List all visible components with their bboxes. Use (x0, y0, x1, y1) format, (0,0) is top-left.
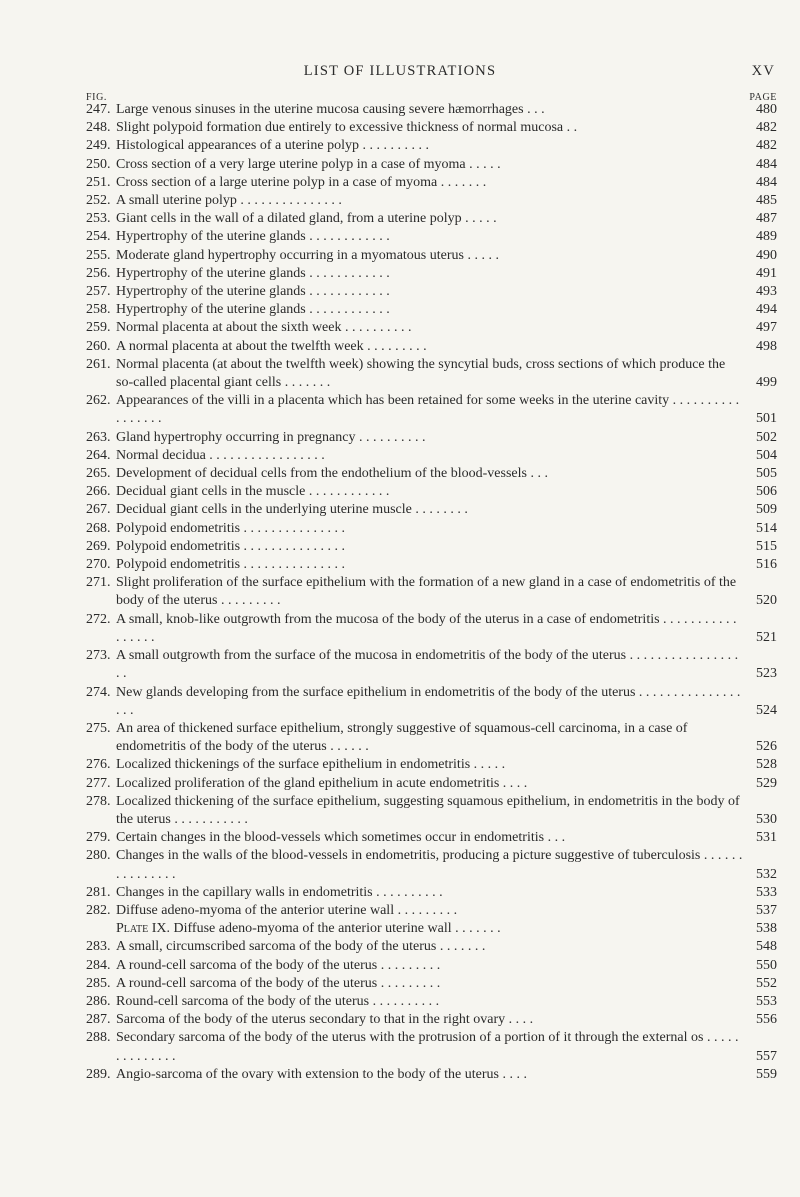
figure-caption: A small outgrowth from the surface of the mucosa in endometritis of the body of the uterus . . . . . . . . . . . . . . . . . . (116, 648, 739, 682)
list-item (86, 793, 777, 829)
figure-number: 267. (86, 502, 111, 518)
page-number: 533 (756, 884, 777, 900)
page-number: 538 (756, 921, 777, 937)
figure-number: 262. (86, 393, 111, 409)
page-number: 502 (756, 429, 777, 445)
page-number: 484 (756, 174, 777, 190)
plate-caption: IX. Diffuse adeno-myoma of the anterior uterine wall . . . . . . . (151, 921, 501, 937)
figure-number: 271. (86, 575, 111, 591)
page-number: 487 (756, 211, 777, 227)
list-item (86, 119, 777, 137)
page-number: 499 (756, 375, 777, 391)
page-number: 537 (756, 902, 777, 918)
figure-caption: Decidual giant cells in the underlying uterine muscle . . . . . . . . (116, 502, 468, 518)
page-number: 530 (756, 811, 777, 827)
figure-caption: Hypertrophy of the uterine glands . . . . . . . . . . . . (116, 284, 390, 300)
page-number: 504 (756, 447, 777, 463)
page-number: 532 (756, 866, 777, 882)
figure-number: 260. (86, 338, 111, 354)
figure-caption: Appearances of the villi in a placenta which has been retained for some weeks in the uterine cavity . . . . . . . . . . . . . . . . . (116, 393, 740, 427)
list-item (86, 556, 777, 574)
list-item (86, 192, 777, 210)
figure-caption: Hypertrophy of the uterine glands . . . . . . . . . . . . (116, 302, 390, 318)
page-number: 497 (756, 320, 777, 336)
page-number: 552 (756, 975, 777, 991)
figure-number: 250. (86, 156, 111, 172)
figure-number: 286. (86, 993, 111, 1009)
figure-caption: Cross section of a large uterine polyp in a case of myoma . . . . . . . (116, 174, 487, 190)
figure-number: 248. (86, 120, 111, 136)
figure-number: 270. (86, 557, 111, 573)
list-item (86, 1066, 777, 1084)
figure-number: 258. (86, 302, 111, 318)
illustration-list (86, 101, 777, 1084)
figure-number: 284. (86, 957, 111, 973)
page-number: 550 (756, 957, 777, 973)
list-item (86, 1011, 777, 1029)
figure-caption: Large venous sinuses in the uterine mucosa causing severe hæmorrhages . . . (116, 102, 545, 117)
figure-number: 279. (86, 830, 111, 846)
figure-caption (116, 920, 743, 938)
page-number: 553 (756, 993, 777, 1009)
page-number: 482 (756, 138, 777, 154)
running-header (0, 63, 800, 83)
figure-number: 259. (86, 320, 111, 336)
figure-caption: Polypoid endometritis . . . . . . . . . . . . . . . (116, 520, 346, 536)
figure-caption: A normal placenta at about the twelfth week . . . . . . . . . (116, 338, 427, 354)
list-item (86, 283, 777, 301)
list-item (86, 228, 777, 246)
page-number: 548 (756, 939, 777, 955)
list-item (86, 501, 777, 519)
figure-number: 282. (86, 902, 111, 918)
figure-caption: Round-cell sarcoma of the body of the uterus . . . . . . . . . . (116, 993, 440, 1009)
list-item (86, 174, 777, 192)
figure-number: 261. (86, 356, 111, 372)
figure-number: 288. (86, 1030, 111, 1046)
figure-number: 274. (86, 684, 111, 700)
page-number: 523 (756, 666, 777, 682)
list-item (86, 975, 777, 993)
page-number: 556 (756, 1012, 777, 1028)
figure-number: 285. (86, 975, 111, 991)
list-item (86, 210, 777, 228)
figure-caption: A round-cell sarcoma of the body of the uterus . . . . . . . . . (116, 957, 441, 973)
page-number: 521 (756, 629, 777, 645)
figure-number: 257. (86, 284, 111, 300)
figure-caption: Polypoid endometritis . . . . . . . . . . . . . . . (116, 557, 346, 573)
list-item (86, 647, 777, 683)
figure-caption: Localized thickenings of the surface epithelium in endometritis . . . . . (116, 757, 506, 773)
figure-caption: A small uterine polyp . . . . . . . . . . . . . . . (116, 193, 342, 209)
page-number-roman: XV (751, 63, 775, 79)
page-number: 520 (756, 593, 777, 609)
page-number: 557 (756, 1048, 777, 1064)
list-item (86, 720, 777, 756)
page-number: 480 (756, 102, 777, 117)
page-number: 528 (756, 757, 777, 773)
list-item (86, 429, 777, 447)
figure-caption: A round-cell sarcoma of the body of the uterus . . . . . . . . . (116, 975, 441, 991)
figure-caption: An area of thickened surface epithelium, strongly suggestive of squamous-cell carcinoma, in a case of endometritis of the body of the uterus . . . . . . (116, 720, 688, 755)
list-item (86, 920, 777, 938)
figure-caption: Changes in the capillary walls in endometritis . . . . . . . . . . (116, 884, 443, 900)
figure-number: 269. (86, 538, 111, 554)
list-item (86, 447, 777, 465)
figure-number: 277. (86, 775, 111, 791)
page-number: 505 (756, 466, 777, 482)
list-item (86, 319, 777, 337)
figure-number: 281. (86, 884, 111, 900)
figure-number: 268. (86, 520, 111, 536)
figure-number: 283. (86, 939, 111, 955)
figure-caption: Normal decidua . . . . . . . . . . . . . . . . . (116, 447, 325, 463)
page-number: 531 (756, 830, 777, 846)
list-item (86, 756, 777, 774)
list-item (86, 338, 777, 356)
list-item (86, 957, 777, 975)
page-number: 516 (756, 557, 777, 573)
page-number: 524 (756, 702, 777, 718)
list-item (86, 611, 777, 647)
list-item (86, 392, 777, 428)
figure-caption: Polypoid endometritis . . . . . . . . . . . . . . . (116, 538, 346, 554)
figure-caption: Development of decidual cells from the endothelium of the blood-vessels . . . (116, 466, 548, 482)
list-item (86, 483, 777, 501)
page-number: 485 (756, 193, 777, 209)
list-item (86, 247, 777, 265)
list-item (86, 156, 777, 174)
list-item (86, 684, 777, 720)
fig-column-label: FIG. (86, 92, 108, 103)
figure-number: 254. (86, 229, 111, 245)
page-number: 506 (756, 484, 777, 500)
figure-caption: Giant cells in the wall of a dilated gland, from a uterine polyp . . . . . (116, 211, 497, 227)
figure-number: 278. (86, 793, 111, 809)
figure-number: 253. (86, 211, 111, 227)
figure-caption: Hypertrophy of the uterine glands . . . . . . . . . . . . (116, 229, 390, 245)
figure-caption: Sarcoma of the body of the uterus secondary to that in the right ovary . . . . (116, 1012, 534, 1028)
page-number: 494 (756, 302, 777, 318)
figure-number: 264. (86, 447, 111, 463)
page-number: 526 (756, 739, 777, 755)
figure-number: 289. (86, 1066, 111, 1082)
figure-caption: Certain changes in the blood-vessels which sometimes occur in endometritis . . . (116, 830, 566, 846)
page-number: 491 (756, 265, 777, 281)
page-number: 498 (756, 338, 777, 354)
figure-number: 252. (86, 193, 111, 209)
page-column-label: PAGE (749, 92, 777, 103)
figure-caption: Localized thickening of the surface epithelium, suggesting squamous epithelium, in endometritis in the body of the uterus . . . . . . . . . . . (116, 793, 740, 827)
list-item (86, 938, 777, 956)
figure-number: 275. (86, 720, 111, 736)
figure-number: 276. (86, 757, 111, 773)
figure-caption: Decidual giant cells in the muscle . . . . . . . . . . . . (116, 484, 390, 500)
figure-caption: Localized proliferation of the gland epithelium in acute endometritis . . . . (116, 775, 528, 791)
list-item (86, 538, 777, 556)
list-item (86, 884, 777, 902)
list-item (86, 356, 777, 392)
list-item (86, 574, 777, 610)
figure-number: 251. (86, 174, 111, 190)
figure-number: 272. (86, 611, 111, 627)
list-item (86, 465, 777, 483)
list-item (86, 775, 777, 793)
figure-caption: Gland hypertrophy occurring in pregnancy . . . . . . . . . . (116, 429, 426, 445)
figure-number: 280. (86, 848, 111, 864)
figure-number: 249. (86, 138, 111, 154)
figure-caption: Slight polypoid formation due entirely to excessive thickness of normal mucosa . . (116, 120, 578, 136)
figure-caption: Cross section of a very large uterine polyp in a case of myoma . . . . . (116, 156, 501, 172)
list-item (86, 520, 777, 538)
figure-caption: A small, circumscribed sarcoma of the body of the uterus . . . . . . . (116, 939, 486, 955)
figure-number: 273. (86, 648, 111, 664)
page-number: 489 (756, 229, 777, 245)
list-item (86, 1029, 777, 1065)
page-number: 484 (756, 156, 777, 172)
figure-caption: Secondary sarcoma of the body of the uterus with the protrusion of a portion of it through the external os . . . . . . . . . . . . . . (116, 1030, 739, 1064)
figure-number: 265. (86, 466, 111, 482)
figure-caption: Changes in the walls of the blood-vessels in endometritis, producing a picture suggestive of tuberculosis . . . . . . . . . . . . . . . (116, 848, 743, 882)
figure-caption: Angio-sarcoma of the ovary with extension to the body of the uterus . . . . (116, 1066, 527, 1082)
figure-caption: Moderate gland hypertrophy occurring in a myomatous uterus . . . . . (116, 247, 499, 263)
list-item (86, 301, 777, 319)
figure-number: 255. (86, 247, 111, 263)
figure-caption: A small, knob-like outgrowth from the mucosa of the body of the uterus in a case of endometritis . . . . . . . . . . . . . . . . . (116, 611, 737, 645)
list-item (86, 137, 777, 155)
list-item (86, 847, 777, 883)
page-number: 559 (756, 1066, 777, 1082)
figure-number: 247. (86, 102, 111, 117)
list-item (86, 829, 777, 847)
page-number: 482 (756, 120, 777, 136)
figure-caption: Normal placenta (at about the twelfth week) showing the syncytial buds, cross sections of which produce the so-called placental giant cells . . . . . . . (116, 356, 726, 391)
figure-number: 266. (86, 484, 111, 500)
page-number: 514 (756, 520, 777, 536)
figure-caption: Slight proliferation of the surface epithelium with the formation of a new gland in a case of endometritis of the body of the uterus . . . . . . . . . (116, 575, 737, 609)
page-number: 493 (756, 284, 777, 300)
page-number: 529 (756, 775, 777, 791)
plate-label: Plate (116, 921, 149, 937)
list-item (86, 265, 777, 283)
figure-caption: Histological appearances of a uterine polyp . . . . . . . . . . (116, 138, 429, 154)
figure-number: 263. (86, 429, 111, 445)
list-item (86, 993, 777, 1011)
figure-caption: Hypertrophy of the uterine glands . . . . . . . . . . . . (116, 265, 390, 281)
page-number: 501 (756, 411, 777, 427)
page-number: 509 (756, 502, 777, 518)
page-number: 490 (756, 247, 777, 263)
figure-caption: Normal placenta at about the sixth week . . . . . . . . . . (116, 320, 412, 336)
page-number: 515 (756, 538, 777, 554)
figure-number: 256. (86, 265, 111, 281)
list-item (86, 101, 777, 119)
figure-caption: Diffuse adeno-myoma of the anterior uterine wall . . . . . . . . . (116, 902, 458, 918)
list-item (86, 902, 777, 920)
figure-caption: New glands developing from the surface epithelium in endometritis of the body of the uterus . . . . . . . . . . . . . . . . . . (116, 684, 741, 718)
page-title: LIST OF ILLUSTRATIONS (303, 63, 497, 79)
figure-number: 287. (86, 1012, 111, 1028)
